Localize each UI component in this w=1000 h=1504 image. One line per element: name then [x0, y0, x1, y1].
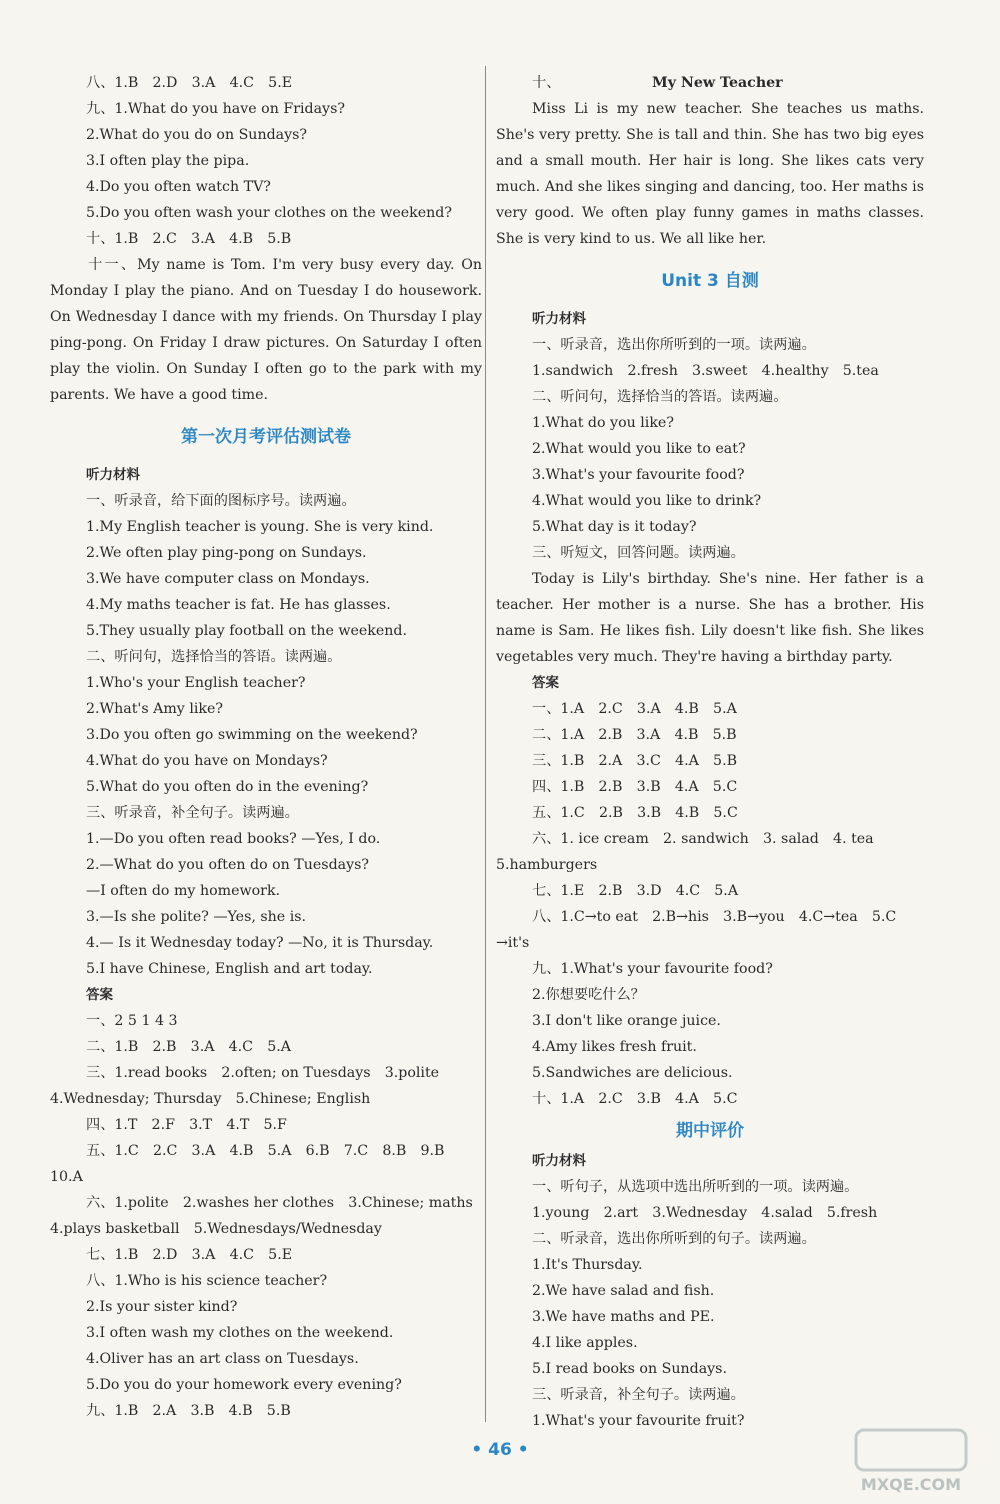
answer-line: 七、1.E 2.B 3.D 4.C 5.A — [532, 883, 739, 899]
answer-line: 4.Oliver has an art class on Tuesdays. — [86, 1351, 359, 1367]
listening-line: 一、听录音，给下面的图标序号。读两遍。 — [86, 493, 356, 509]
passage-text: Miss Li is my new teacher. She teaches us maths. She's very pretty. She is tall and thin. She has two big eyes and a small mouth. Her hair is long. She likes cats very much. And she likes singing and dancing, too. Her maths is very good. We often play funny games in maths classes. She is very kind to us. We all like her. — [496, 101, 924, 247]
listening-line: 4.My maths teacher is fat. He has glasses. — [86, 597, 391, 613]
unit3-paragraph — [496, 566, 924, 670]
listening-line: 1.young 2.art 3.Wednesday 4.salad 5.fresh — [532, 1205, 878, 1221]
listening-material-block — [50, 488, 482, 982]
unit3-answers-label: 答案 — [532, 675, 559, 691]
answer-line: 2.Is your sister kind? — [86, 1299, 238, 1315]
answer-line: 一、2 5 1 4 3 — [86, 1013, 178, 1029]
listening-line: 2.—What do you often do on Tuesdays? — [86, 857, 370, 873]
answer-line: 5.Sandwiches are delicious. — [532, 1065, 733, 1081]
listening-line: 4.— Is it Wednesday today? —No, it is Thursday. — [86, 935, 434, 951]
listening-line: 5.I read books on Sundays. — [532, 1361, 727, 1377]
answer-line: 四、1.T 2.F 3.T 4.T 5.F — [86, 1117, 287, 1133]
listening-line: 1.My English teacher is young. She is very kind. — [86, 519, 434, 535]
section-title-unit3: Unit 3 自测 — [661, 271, 759, 291]
answer-line: 一、1.A 2.C 3.A 4.B 5.A — [532, 701, 737, 717]
answer-line: 八、1.Who is his science teacher? — [86, 1273, 328, 1289]
answer-line: 4.plays basketball 5.Wednesdays/Wednesday — [50, 1221, 382, 1237]
answer-line: 5.Do you often wash your clothes on the weekend? — [86, 205, 452, 221]
listening-line: 5.What day is it today? — [532, 519, 697, 535]
writing-paragraph-text: 十一、My name is Tom. I'm very busy every day. On Monday I play the piano. And on Tuesday I do housework. On Wednesday I dance with my friends. On Thursday I play ping-pong. On Friday I draw pictures. On Saturday I often play the violin. On Sunday I often go to the park with my parents. We have a good time. — [50, 257, 482, 403]
answer-line: 七、1.B 2.D 3.A 4.C 5.E — [86, 1247, 293, 1263]
answer-line: 五、1.C 2.B 3.B 4.B 5.C — [532, 805, 738, 821]
answer-line: 4.Amy likes fresh fruit. — [532, 1039, 697, 1055]
answer-line: 四、1.B 2.B 3.B 4.A 5.C — [532, 779, 738, 795]
answer-line: 三、1.B 2.A 3.C 4.A 5.B — [532, 753, 738, 769]
answer-line: 九、1.B 2.A 3.B 4.B 5.B — [86, 1403, 291, 1419]
answer-line: 九、1.What do you have on Fridays? — [86, 101, 345, 117]
listening-line: 5.I have Chinese, English and art today. — [86, 961, 373, 977]
listening-line: 4.I like apples. — [532, 1335, 638, 1351]
listening-line: 二、听问句，选择恰当的答语。读两遍。 — [86, 649, 342, 665]
listening-line: 1.Who's your English teacher? — [86, 675, 306, 691]
listening-line: 3.Do you often go swimming on the weekend? — [86, 727, 418, 743]
answer-line: →it's — [496, 935, 530, 951]
answer-line: 3.I often wash my clothes on the weekend. — [86, 1325, 394, 1341]
answer-line: 六、1.polite 2.washes her clothes 3.Chinese; maths — [86, 1195, 473, 1211]
answer-line: 5.Do you do your homework every evening? — [86, 1377, 402, 1393]
listening-line: 一、听录音，选出你所听到的一项。读两遍。 — [532, 337, 816, 353]
page-number: • 46 • — [471, 1440, 529, 1460]
midterm-listening-block — [496, 1174, 924, 1434]
listening-line: 1.—Do you often read books? —Yes, I do. — [86, 831, 381, 847]
svg-text:MXQE.COM: MXQE.COM — [860, 1475, 962, 1494]
answer-line: 4.Wednesday; Thursday 5.Chinese; English — [50, 1091, 371, 1107]
passage-heading — [496, 70, 924, 96]
writing-paragraph — [50, 252, 482, 408]
listening-line: 三、听录音，补全句子。读两遍。 — [532, 1387, 745, 1403]
watermark-logo — [836, 1426, 986, 1496]
left-column — [50, 70, 482, 1424]
listening-line: 2.What's Amy like? — [86, 701, 224, 717]
unit3-answers-block — [496, 696, 924, 1112]
answer-line: 六、1. ice cream 2. sandwich 3. salad 4. tea — [532, 831, 874, 847]
answer-line: 2.你想要吃什么？ — [532, 987, 645, 1003]
listening-line: 1.What do you like? — [532, 415, 674, 431]
answer-line: 3.I don't like orange juice. — [532, 1013, 721, 1029]
midterm-listening-label: 听力材料 — [532, 1153, 586, 1169]
listening-line: 一、听句子，从选项中选出所听到的一项。读两遍。 — [532, 1179, 859, 1195]
listening-line: 二、听录音，选出你所听到的句子。读两遍。 — [532, 1231, 816, 1247]
listening-line: 三、听录音，补全句子。读两遍。 — [86, 805, 299, 821]
answer-line: 3.I often play the pipa. — [86, 153, 250, 169]
answer-line: 二、1.B 2.B 3.A 4.C 5.A — [86, 1039, 292, 1055]
top-answers-block — [50, 70, 482, 252]
answer-line: 八、1.C→to eat 2.B→his 3.B→you 4.C→tea 5.C — [532, 909, 897, 925]
answer-line: 九、1.What's your favourite food? — [532, 961, 773, 977]
passage-title: My New Teacher — [652, 75, 783, 91]
right-column — [496, 70, 924, 1434]
unit3-listening-label: 听力材料 — [532, 311, 586, 327]
listening-line: 4.What would you like to drink? — [532, 493, 762, 509]
answer-line: 2.What do you do on Sundays? — [86, 127, 308, 143]
answer-line: 二、1.A 2.B 3.A 4.B 5.B — [532, 727, 737, 743]
section-title-midterm: 期中评价 — [676, 1121, 744, 1141]
answer-line: 5.hamburgers — [496, 857, 598, 873]
unit3-paragraph-text: Today is Lily's birthday. She's nine. Her father is a teacher. Her mother is a nurse. She has a brother. His name is Sam. He likes fish. Lily doesn't like fish. She likes vegetables very much. They're having a birthday party. — [496, 571, 924, 665]
answer-line: 十、1.A 2.C 3.B 4.A 5.C — [532, 1091, 738, 1107]
listening-line: 3.We have computer class on Mondays. — [86, 571, 370, 587]
listening-line: 2.We often play ping-pong on Sundays. — [86, 545, 367, 561]
listening-line: 三、听短文，回答问题。读两遍。 — [532, 545, 745, 561]
listening-line: 3.What's your favourite food? — [532, 467, 745, 483]
listening-line: 2.What would you like to eat? — [532, 441, 746, 457]
column-divider — [485, 66, 486, 1422]
answer-line: 10.A — [50, 1169, 83, 1185]
answers-block — [50, 1008, 482, 1424]
listening-line: 5.What do you often do in the evening? — [86, 779, 369, 795]
listening-line: 2.We have salad and fish. — [532, 1283, 715, 1299]
answer-line: 4.Do you often watch TV? — [86, 179, 271, 195]
passage-number: 十、 — [532, 75, 561, 91]
listening-line: —I often do my homework. — [86, 883, 281, 899]
listening-label: 听力材料 — [86, 467, 140, 483]
listening-line: 5.They usually play football on the weekend. — [86, 623, 408, 639]
answer-line: 三、1.read books 2.often; on Tuesdays 3.polite — [86, 1065, 440, 1081]
answer-line: 八、1.B 2.D 3.A 4.C 5.E — [86, 75, 293, 91]
unit3-listening-block — [496, 332, 924, 566]
section-title-first-monthly-test: 第一次月考评估测试卷 — [181, 427, 351, 447]
answer-line: 五、1.C 2.C 3.A 4.B 5.A 6.B 7.C 8.B 9.B — [86, 1143, 445, 1159]
listening-line: 二、听问句，选择恰当的答语。读两遍。 — [532, 389, 788, 405]
passage-paragraph — [496, 96, 924, 252]
listening-line: 4.What do you have on Mondays? — [86, 753, 328, 769]
listening-line: 1.sandwich 2.fresh 3.sweet 4.healthy 5.tea — [532, 363, 879, 379]
answer-line: 十、1.B 2.C 3.A 4.B 5.B — [86, 231, 292, 247]
listening-line: 3.—Is she polite? —Yes, she is. — [86, 909, 307, 925]
listening-line: 1.What's your favourite fruit? — [532, 1413, 745, 1429]
listening-line: 3.We have maths and PE. — [532, 1309, 715, 1325]
answers-label: 答案 — [86, 987, 113, 1003]
listening-line: 1.It's Thursday. — [532, 1257, 643, 1273]
